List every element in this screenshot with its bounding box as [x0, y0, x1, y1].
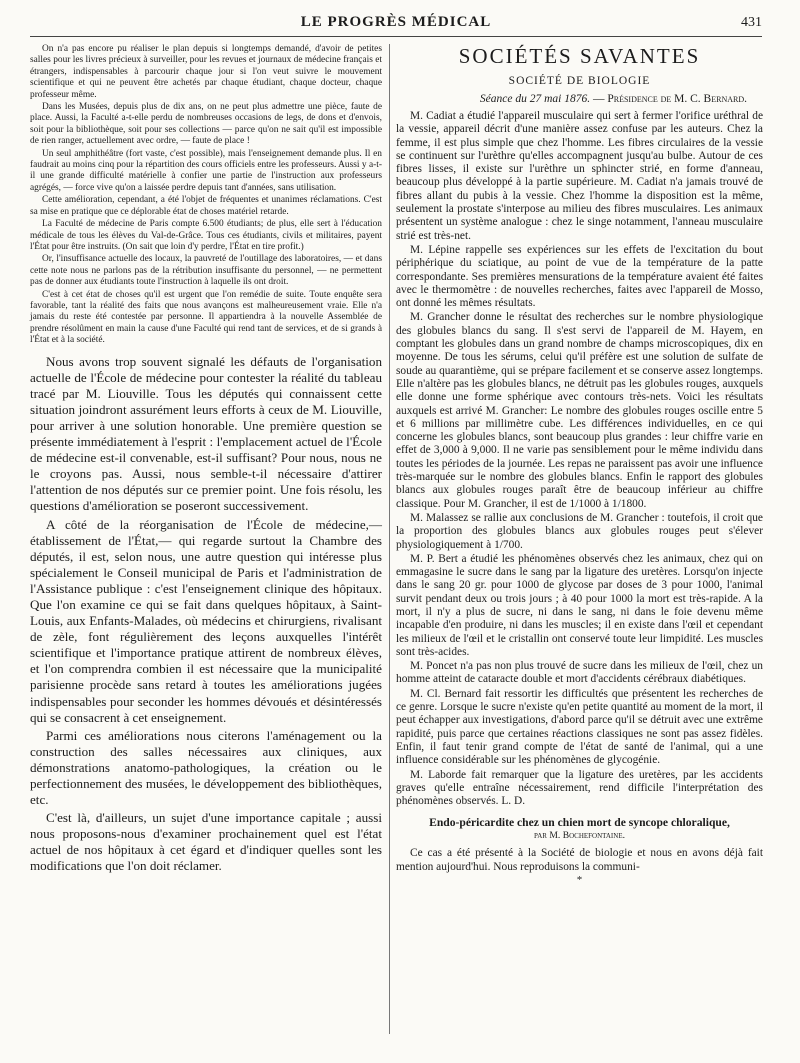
body-paragraph: A côté de la réorganisation de l'École de médecine,—établissement de l'État,— qui regarde surtout la Chambre des députés, il est, selon nous, une autre question qui intéresse plus spécialement le Conseil municipal de Paris et l'administration de l'Assistance publique : c'est l'enseignement clinique des hôpitaux. Que l'on examine ce qui se fait dans quelques hôpitaux, à Saint-Louis, aux Enfants-Malades, où médecins et chirurgiens, rivalisant de zèle, font régulièrement des leçons auxquelles l'intérêt scientifique et l'importance pratique attirent de nombreux élèves, et l'on comprendra combien il est nécessaire que la municipalité parisienne procède sans retard à toutes les améliorations jugées indispensables pour seconder les hommes dévoués et désintéressés qui se consacrent à cet enseignement.	[30, 516, 382, 725]
running-head	[30, 14, 762, 36]
session-presidency: — Présidence de M. C. Bernard.	[592, 93, 747, 105]
report-paragraph: M. Cadiat a étudié l'appareil musculaire qui sert à fermer l'orifice uréthral de la vessie, appareil décrit d'une manière assez confuse par les auteurs. Chez la femme, il est plus simple que chez l'homme. Les fibres circulaires de la vessie se continuent sur l'urèthre qu'elles accompagnent jusqu'au bulbe. Autour de ces fibres lisses, il existe sur l'urèthre un sphincter strié, en forme d'anneau, beaucoup plus développé à la partie supérieure. M. Cadiat n'a jamais trouvé de fibres allant du pubis à la vessie. Chez l'homme la disposition est la même, seulement la prostate s'interpose au milieu des fibres musculaires. Les animaux présentent un système analogue : chez le singe notamment, l'anneau musculaire strié est très-net.	[396, 110, 763, 242]
report-paragraph: M. Laborde fait remarquer que la ligature des uretères, par les accidents graves qu'elle entraîne nécessairement, rend difficile l'interprétation des phénomènes observés. L. D.	[396, 768, 763, 808]
body-paragraph: C'est là, d'ailleurs, un sujet d'une importance capitale ; aussi nous proposons-nous d'examiner prochainement quel est l'état actuel de nos hôpitaux à cet égard et d'indiquer quelles sont les modifications que l'on doit réclamer.	[30, 810, 382, 874]
column-divider	[389, 44, 390, 1034]
report-paragraph: M. Poncet n'a pas non plus trouvé de sucre dans les milieux de l'œil, chez un homme atteint de cataracte double et mort d'accidents cérébraux diabétiques.	[396, 660, 763, 686]
article-paragraph: Ce cas a été présenté à la Société de biologie et nous en avons déjà fait mention aujourd'hui. Nous reproduisons la communi-	[396, 847, 763, 873]
right-column	[396, 44, 763, 885]
report-paragraph: M. Lépine rappelle ses expériences sur les effets de l'excitation du bout périphérique du sciatique, au point de vue de la température de la patte correspondante. Ses premières mensurations de la température avaient été faites avec le thermomètre : de nouvelles recherches, faites avec l'appareil de Mosso, ont donné les mêmes résultats.	[396, 243, 763, 310]
report-paragraph: M. Cl. Bernard fait ressortir les difficultés que présentent les recherches de ce genre. Lorsque le sucre n'existe qu'en petite quantité au moment de la mort, il peut échapper aux investigations, d'abord parce qu'il se détruit avec une extrême rapidité, puis parce que certaines réactions classiques ne sont pas assez fidèles. Enfin, il faut tenir grand compte de l'état de santé de l'animal, qui a une influence considérable sur les phénomènes de glycogénie.	[396, 687, 763, 767]
session-line	[396, 92, 763, 106]
body-paragraph: Nous avons trop souvent signalé les défauts de l'organisation actuelle de l'École de médecine pour contester la réalité du tableau tracé par M. Liouville. Tous les députés qui connaissent cette situation joindront assurément leurs efforts à ceux de M. Liouville, pour arriver à une solution honorable. Une première question se présente immédiatement à l'esprit : l'emplacement actuel de l'École de médecine est-il convenable, est-il suffisant? Pour nous, nous ne le croyons pas. Aussi, nous semble-t-il nécessaire d'attirer l'attention de nos députés sur ce premier point. Une fois résolu, les questions d'amélioration se poseront successivement.	[30, 353, 382, 514]
article-title: Endo-péricardite chez un chien mort de syncope chloralique,	[429, 816, 730, 830]
left-column	[30, 44, 382, 877]
small-paragraph: La Faculté de médecine de Paris compte 6.500 étudiants; de plus, elle sert à l'éducation médicale de tous les élèves du Val-de-Grâce. Tous ces étudiants, civils et militaires, payent l'État pour être instruits. (On sait que loin d'y perdre, l'État en tire profit.)	[30, 219, 382, 252]
small-paragraph: Or, l'insuffisance actuelle des locaux, la pauvreté de l'outillage des laboratoires, — et dans cette note nous ne parlons pas de la rétribution insuffisante du personnel, — ne permettent pas de donner aux étudiants toute l'instruction à laquelle ils ont droit.	[30, 254, 382, 288]
report-paragraph: M. P. Bert a étudié les phénomènes observés chez les animaux, chez qui on emmagasine le sucre dans le sang par la ligature des uretères. Lorsqu'on injecte dans le sang 20 gr. pour 1000 de glycose par doses de 3 pour 1000, l'animal survit pendant deux ou trois jours ; à 40 pour 1000 la mort est très-rapide. A la mort, il n'y a plus de sucre, ni dans le sang, ni dans le foie devenu même incapable d'en produire, ni dans les muscles; il en existe dans l'œil et cependant les milieux de l'œil et le cristallin ont conservé toute leur limpidité. Les muscles sont très-acides.	[396, 552, 763, 658]
small-print-block	[30, 44, 382, 347]
header-rule	[30, 36, 762, 37]
page-number: 431	[741, 15, 762, 30]
editorial-block	[30, 354, 382, 875]
body-paragraph: Parmi ces améliorations nous citerons l'aménagement ou la construction des salles nécessaires aux cliniques, aux démonstrations anatomo-pathologiques, la création ou le perfectionnement des musées, le développement des bibliothèques, etc.	[30, 727, 382, 808]
small-paragraph: Cette amélioration, cependant, a été l'objet de fréquentes et unanimes réclamations. C'est sa mise en pratique que ce déplorable état de choses matériel retarde.	[30, 195, 382, 217]
journal-title: LE PROGRÈS MÉDICAL	[300, 14, 492, 30]
article-author: par M. Bochefontaine.	[534, 830, 625, 842]
report-paragraph: M. Grancher donne le résultat des recherches sur le nombre physiologique des globules blancs du sang. Il s'est servi de l'appareil de M. Hayem, en comptant les globules dans un grand nombre de champs microscopiques, dix en moyenne. De tous les sérums, celui qu'il préfère est une solution de sulfate de soude au quarantième, qui se prépare facilement et se conserve assez longtemps. Elle n'altère pas les globules blancs, ne détruit pas les globules rouges, auxquels elle donne une forme sphérique avec contours très-nets. Voici les résultats auxquels est arrivé M. Grancher: Le nombre des globules rouges oscille entre 5 et 6 millions par millimètre cube. Les différences individuelles, en ce qui concerne les globules blancs, sont beaucoup plus grandes : leur chiffre varie en effet de 3,000 à 9,000. Il ne varie pas sensiblement pour le même individu dans toutes les périodes de la journée. Les repas ne paraissent pas avoir une influence très-marquée sur le nombre des globules blancs. Enfin le rapport des globules blancs aux globules rouges paraît être de beaucoup inférieur au chiffre classique. Pour M. Grancher, il est de 1/1000 à 1/1800.	[396, 311, 763, 510]
footnote-mark: *	[576, 874, 583, 887]
session-date: Séance du 27 mai 1876.	[479, 93, 591, 105]
small-paragraph: C'est à cet état de choses qu'il est urgent que l'on remédie de suite. Toute enquête sera favorable, tant la réalité des faits que nous avançons est malheureusement vraie. Elle n'a jamais du reste été contestée par personne. Il appartiendra à la nouvelle Assemblée de prendre résolûment en main la cause d'une Faculté qui rend tant de services, et de si grands à l'État et à la société.	[30, 289, 382, 346]
report-paragraph: M. Malassez se rallie aux conclusions de M. Grancher : toutefois, il croit que la proportion des globules blancs aux globules rouges peut s'élever physiologiquement à 1/700.	[396, 511, 763, 551]
small-paragraph: Dans les Musées, depuis plus de dix ans, on ne peut plus admettre une pièce, faute de place. Aussi, la Faculté a-t-elle perdu de nombreuses occasions de legs, de dons et d'envois, soit pour la bibliothèque, soit pour ses collections — parce qu'on ne sait qu'il est impossible de rien ranger, actuellement avec ordre, — faute de place !	[30, 102, 382, 147]
small-paragraph: On n'a pas encore pu réaliser le plan depuis si longtemps demandé, d'avoir de petites salles pour les livres précieux à surveiller, pour les revues et journaux de médecine français et étrangers, indispensables à parcourir chaque jour si l'on veut suivre le mouvement scientifique et qui ne peuvent être achetés par chaque étudiant, chaque docteur, chaque professeur même.	[30, 44, 382, 100]
section-heading: SOCIÉTÉS SAVANTES	[458, 44, 701, 68]
subsection-heading: SOCIÉTÉ DE BIOLOGIE	[508, 75, 651, 87]
small-paragraph: Un seul amphithéâtre (fort vaste, c'est possible), mais l'enseignement demande plus. Il en faudrait au moins cinq pour la répartition des cours officiels entre les professeurs. Aussi y a-t-il une grande difficulté matérielle à confier une partie de l'instruction aux professeurs agrégés, — force vive qu'on a laissée perdre depuis tant d'années, sans utilisation.	[30, 148, 382, 193]
